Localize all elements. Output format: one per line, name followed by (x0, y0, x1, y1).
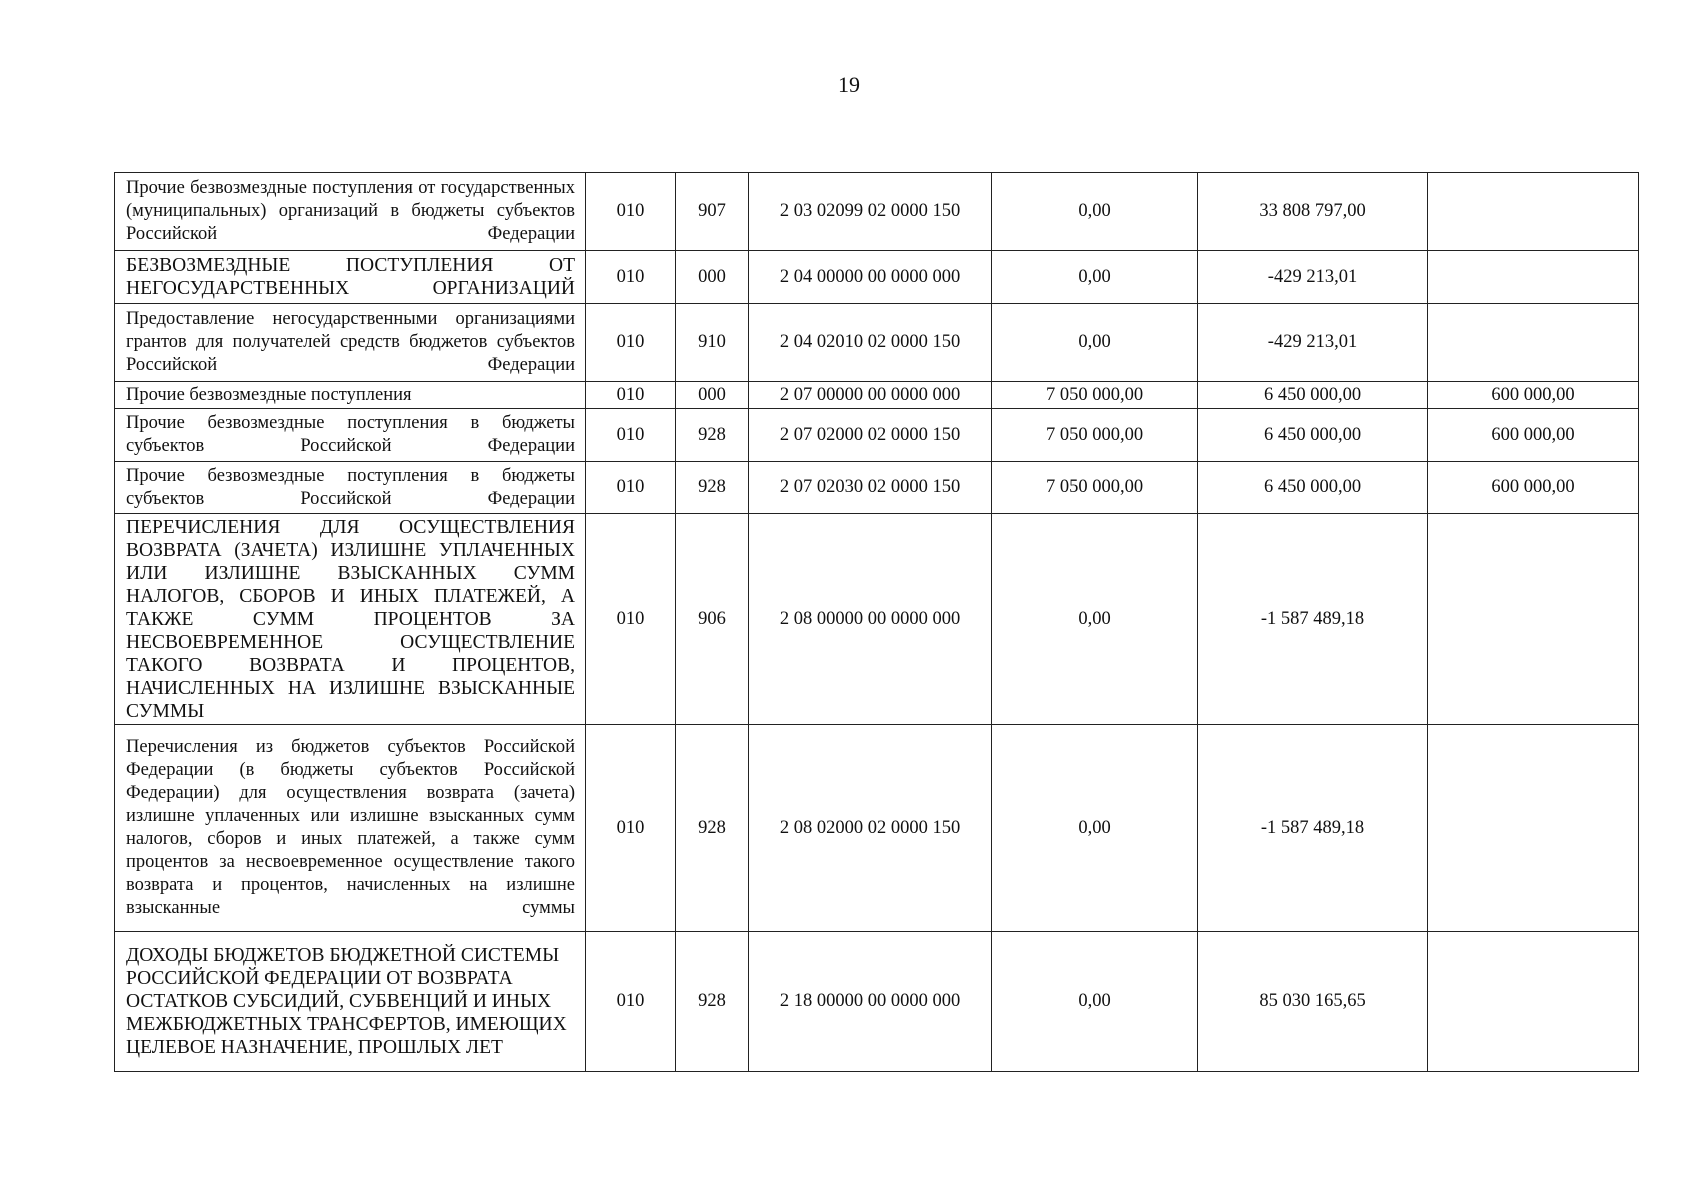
amount-cell-1: 0,00 (992, 725, 1198, 932)
amount-cell-2: -1 587 489,18 (1198, 514, 1428, 725)
admin-code-cell: 928 (676, 462, 749, 514)
amount-cell-2: 6 450 000,00 (1198, 409, 1428, 462)
admin-code-cell: 928 (676, 725, 749, 932)
row-name-cell: Предоставление негосударственными организациями грантов для получателей средств бюджетов субъектов Российской Федерации (115, 304, 586, 382)
kbk-cell: 2 08 02000 02 0000 150 (749, 725, 992, 932)
table-row (115, 304, 1639, 382)
table-row (115, 409, 1639, 462)
row-name-cell: Прочие безвозмездные поступления от государственных (муниципальных) организаций в бюджеты субъектов Российской Федерации (115, 173, 586, 251)
amount-cell-3 (1428, 725, 1639, 932)
code-cell: 010 (586, 409, 676, 462)
admin-code-cell: 000 (676, 251, 749, 304)
table-row (115, 932, 1639, 1072)
row-name-cell: БЕЗВОЗМЕЗДНЫЕ ПОСТУПЛЕНИЯ ОТ НЕГОСУДАРСТВЕННЫХ ОРГАНИЗАЦИЙ (115, 251, 586, 304)
admin-code-cell: 907 (676, 173, 749, 251)
row-name-cell: ПЕРЕЧИСЛЕНИЯ ДЛЯ ОСУЩЕСТВЛЕНИЯ ВОЗВРАТА (ЗАЧЕТА) ИЗЛИШНЕ УПЛАЧЕННЫХ ИЛИ ИЗЛИШНЕ ВЗЫСКАННЫХ СУММ НАЛОГОВ, СБОРОВ И ИНЫХ ПЛАТЕЖЕЙ, А ТАКЖЕ СУММ ПРОЦЕНТОВ ЗА НЕСВОЕВРЕМЕННОЕ ОСУЩЕСТВЛЕНИЕ ТАКОГО ВОЗВРАТА И ПРОЦЕНТОВ, НАЧИСЛЕННЫХ НА ИЗЛИШНЕ ВЗЫСКАННЫЕ СУММЫ (115, 514, 586, 725)
amount-cell-2: 6 450 000,00 (1198, 382, 1428, 409)
amount-cell-3 (1428, 173, 1639, 251)
table-row (115, 251, 1639, 304)
amount-cell-1: 0,00 (992, 304, 1198, 382)
admin-code-cell: 910 (676, 304, 749, 382)
kbk-cell: 2 08 00000 00 0000 000 (749, 514, 992, 725)
amount-cell-1: 7 050 000,00 (992, 409, 1198, 462)
amount-cell-1: 7 050 000,00 (992, 382, 1198, 409)
code-cell: 010 (586, 932, 676, 1072)
table-row (115, 725, 1639, 932)
kbk-cell: 2 04 02010 02 0000 150 (749, 304, 992, 382)
admin-code-cell: 928 (676, 409, 749, 462)
row-name-cell: ДОХОДЫ БЮДЖЕТОВ БЮДЖЕТНОЙ СИСТЕМЫ РОССИЙСКОЙ ФЕДЕРАЦИИ ОТ ВОЗВРАТА ОСТАТКОВ СУБСИДИЙ, СУБВЕНЦИЙ И ИНЫХ МЕЖБЮДЖЕТНЫХ ТРАНСФЕРТОВ, ИМЕЮЩИХ ЦЕЛЕВОЕ НАЗНАЧЕНИЕ, ПРОШЛЫХ ЛЕТ (115, 932, 586, 1072)
table-row (115, 462, 1639, 514)
code-cell: 010 (586, 382, 676, 409)
kbk-cell: 2 18 00000 00 0000 000 (749, 932, 992, 1072)
code-cell: 010 (586, 304, 676, 382)
code-cell: 010 (586, 725, 676, 932)
income-table (114, 172, 1639, 1072)
admin-code-cell: 000 (676, 382, 749, 409)
amount-cell-1: 0,00 (992, 251, 1198, 304)
table-row (115, 382, 1639, 409)
amount-cell-3 (1428, 304, 1639, 382)
amount-cell-2: 85 030 165,65 (1198, 932, 1428, 1072)
page-number: 19 (838, 72, 860, 97)
amount-cell-3: 600 000,00 (1428, 409, 1639, 462)
code-cell: 010 (586, 514, 676, 725)
amount-cell-2: 33 808 797,00 (1198, 173, 1428, 251)
kbk-cell: 2 07 02030 02 0000 150 (749, 462, 992, 514)
admin-code-cell: 906 (676, 514, 749, 725)
amount-cell-1: 7 050 000,00 (992, 462, 1198, 514)
code-cell: 010 (586, 251, 676, 304)
amount-cell-1: 0,00 (992, 514, 1198, 725)
amount-cell-3 (1428, 251, 1639, 304)
amount-cell-2: -429 213,01 (1198, 251, 1428, 304)
row-name-cell: Прочие безвозмездные поступления (115, 382, 586, 409)
row-name-cell: Прочие безвозмездные поступления в бюджеты субъектов Российской Федерации (115, 409, 586, 462)
amount-cell-2: -429 213,01 (1198, 304, 1428, 382)
admin-code-cell: 928 (676, 932, 749, 1072)
table-row (115, 514, 1639, 725)
kbk-cell: 2 03 02099 02 0000 150 (749, 173, 992, 251)
amount-cell-3: 600 000,00 (1428, 462, 1639, 514)
amount-cell-1: 0,00 (992, 173, 1198, 251)
amount-cell-2: -1 587 489,18 (1198, 725, 1428, 932)
row-name-cell: Прочие безвозмездные поступления в бюджеты субъектов Российской Федерации (115, 462, 586, 514)
kbk-cell: 2 07 02000 02 0000 150 (749, 409, 992, 462)
kbk-cell: 2 07 00000 00 0000 000 (749, 382, 992, 409)
code-cell: 010 (586, 173, 676, 251)
amount-cell-3: 600 000,00 (1428, 382, 1639, 409)
amount-cell-1: 0,00 (992, 932, 1198, 1072)
amount-cell-2: 6 450 000,00 (1198, 462, 1428, 514)
kbk-cell: 2 04 00000 00 0000 000 (749, 251, 992, 304)
table-row (115, 173, 1639, 251)
code-cell: 010 (586, 462, 676, 514)
row-name-cell: Перечисления из бюджетов субъектов Российской Федерации (в бюджеты субъектов Российской Федерации) для осуществления возврата (зачета) излишне уплаченных или излишне взысканных сумм налогов, сборов и иных платежей, а также сумм процентов за несвоевременное осуществление такого возврата и процентов, начисленных на излишне взысканные суммы (115, 725, 586, 932)
amount-cell-3 (1428, 514, 1639, 725)
amount-cell-3 (1428, 932, 1639, 1072)
